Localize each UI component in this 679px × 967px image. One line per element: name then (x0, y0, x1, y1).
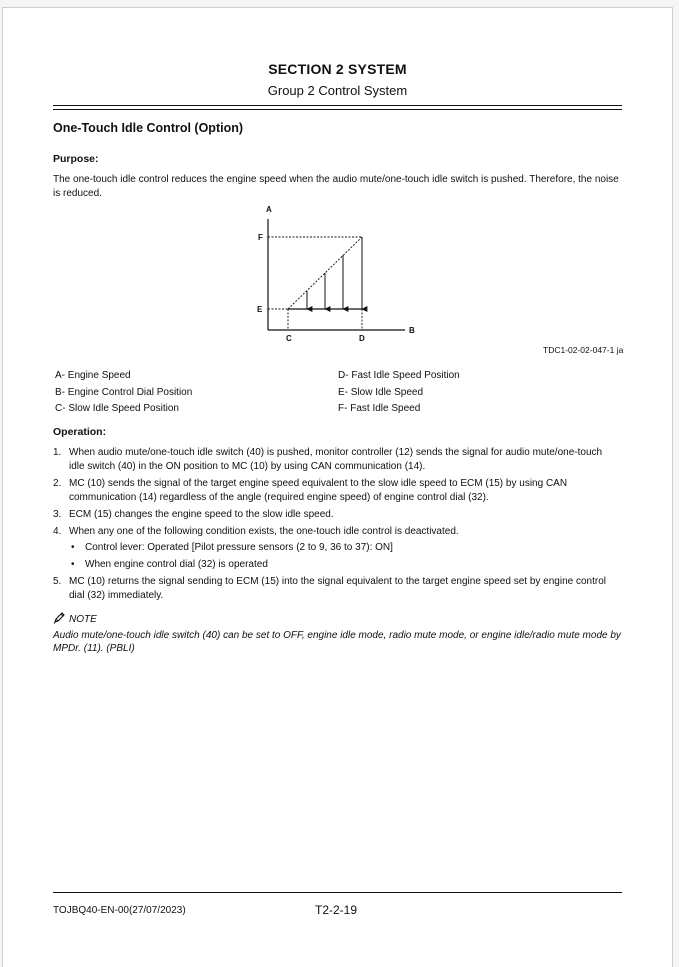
step-text: MC (10) returns the signal sending to ECM (15) into the signal equivalent to the target engine speed set by engine control dial (32) immediately. (69, 576, 606, 601)
operation-steps (53, 446, 618, 606)
step-text: ECM (15) changes the engine speed to the slow idle speed. (69, 509, 334, 520)
bullet-icon: • (71, 542, 75, 553)
bullet-icon: • (71, 559, 75, 570)
pencil-note-icon (53, 611, 66, 627)
legend-item: A- Engine Speed (55, 370, 131, 381)
header-double-rule (53, 105, 622, 110)
step-number: 2. (53, 478, 62, 489)
condition-item (69, 558, 618, 572)
legend-left (55, 368, 192, 418)
condition-list (69, 541, 618, 572)
note-label: NOTE (69, 613, 97, 625)
axis-label-b: B (409, 326, 415, 335)
group-title: Group 2 Control System (267, 83, 408, 98)
note-text: Audio mute/one-touch idle switch (40) can be set to OFF, engine idle mode, radio mute mode, or engine idle/radio mute mode by MPDr. (11). (PBLI) (53, 630, 621, 654)
operation-step (53, 508, 618, 522)
tick-label-f: F (258, 233, 263, 242)
operation-step (53, 477, 618, 505)
legend-item: E- Slow Idle Speed (338, 386, 424, 398)
operation-step (53, 575, 618, 603)
footer-doc-id: TOJBQ40-EN-00(27/07/2023) (53, 905, 186, 916)
step-text: MC (10) sends the signal of the target engine speed equivalent to the slow idle speed to ECM (15) by using CAN communication (14) regardless of the angle (required engine speed) of engine control dial (32). (69, 478, 568, 503)
purpose-heading: Purpose: (53, 153, 99, 165)
legend-item: F- Fast Idle Speed (338, 403, 421, 414)
operation-step (53, 525, 618, 572)
step-number: 4. (53, 526, 62, 537)
condition-text: When engine control dial (32) is operated (85, 559, 268, 570)
section-title: SECTION 2 SYSTEM (268, 61, 407, 77)
tick-label-c: C (286, 334, 292, 343)
step-number: 3. (53, 509, 62, 520)
footer-page-number: T2-2-19 (315, 903, 358, 917)
tick-label-e: E (257, 305, 263, 314)
operation-heading: Operation: (53, 426, 107, 438)
footer-rule (53, 892, 622, 893)
step-text: When any one of the following condition exists, the one-touch idle control is deactivated. (69, 526, 459, 537)
operation-step (53, 446, 618, 474)
topic-title: One-Touch Idle Control (Option) (53, 121, 244, 135)
legend-right (338, 368, 460, 418)
note-heading (53, 611, 97, 627)
axis-label-a: A (266, 205, 272, 214)
legend-item: B- Engine Control Dial Position (55, 386, 193, 398)
tick-label-d: D (359, 334, 365, 343)
condition-text: Control lever: Operated [Pilot pressure sensors (2 to 9, 36 to 37): ON] (85, 542, 393, 553)
legend-item: D- Fast Idle Speed Position (338, 370, 460, 381)
figure-caption: TDC1-02-02-047-1 ja (543, 345, 624, 355)
legend-item: C- Slow Idle Speed Position (55, 403, 179, 414)
step-number: 1. (53, 447, 62, 458)
purpose-text: The one-touch idle control reduces the engine speed when the audio mute/one-touch idle switch is pushed. Therefore, the noise is reduced. (53, 174, 619, 199)
step-text: When audio mute/one-touch idle switch (40) is pushed, monitor controller (12) sends the signal for audio mute/one-touch idle switch (40) in the ON position to MC (10) by using CAN communication (14). (69, 447, 603, 472)
idle-speed-diagram (250, 203, 420, 343)
condition-item (69, 541, 618, 555)
step-number: 5. (53, 576, 62, 587)
